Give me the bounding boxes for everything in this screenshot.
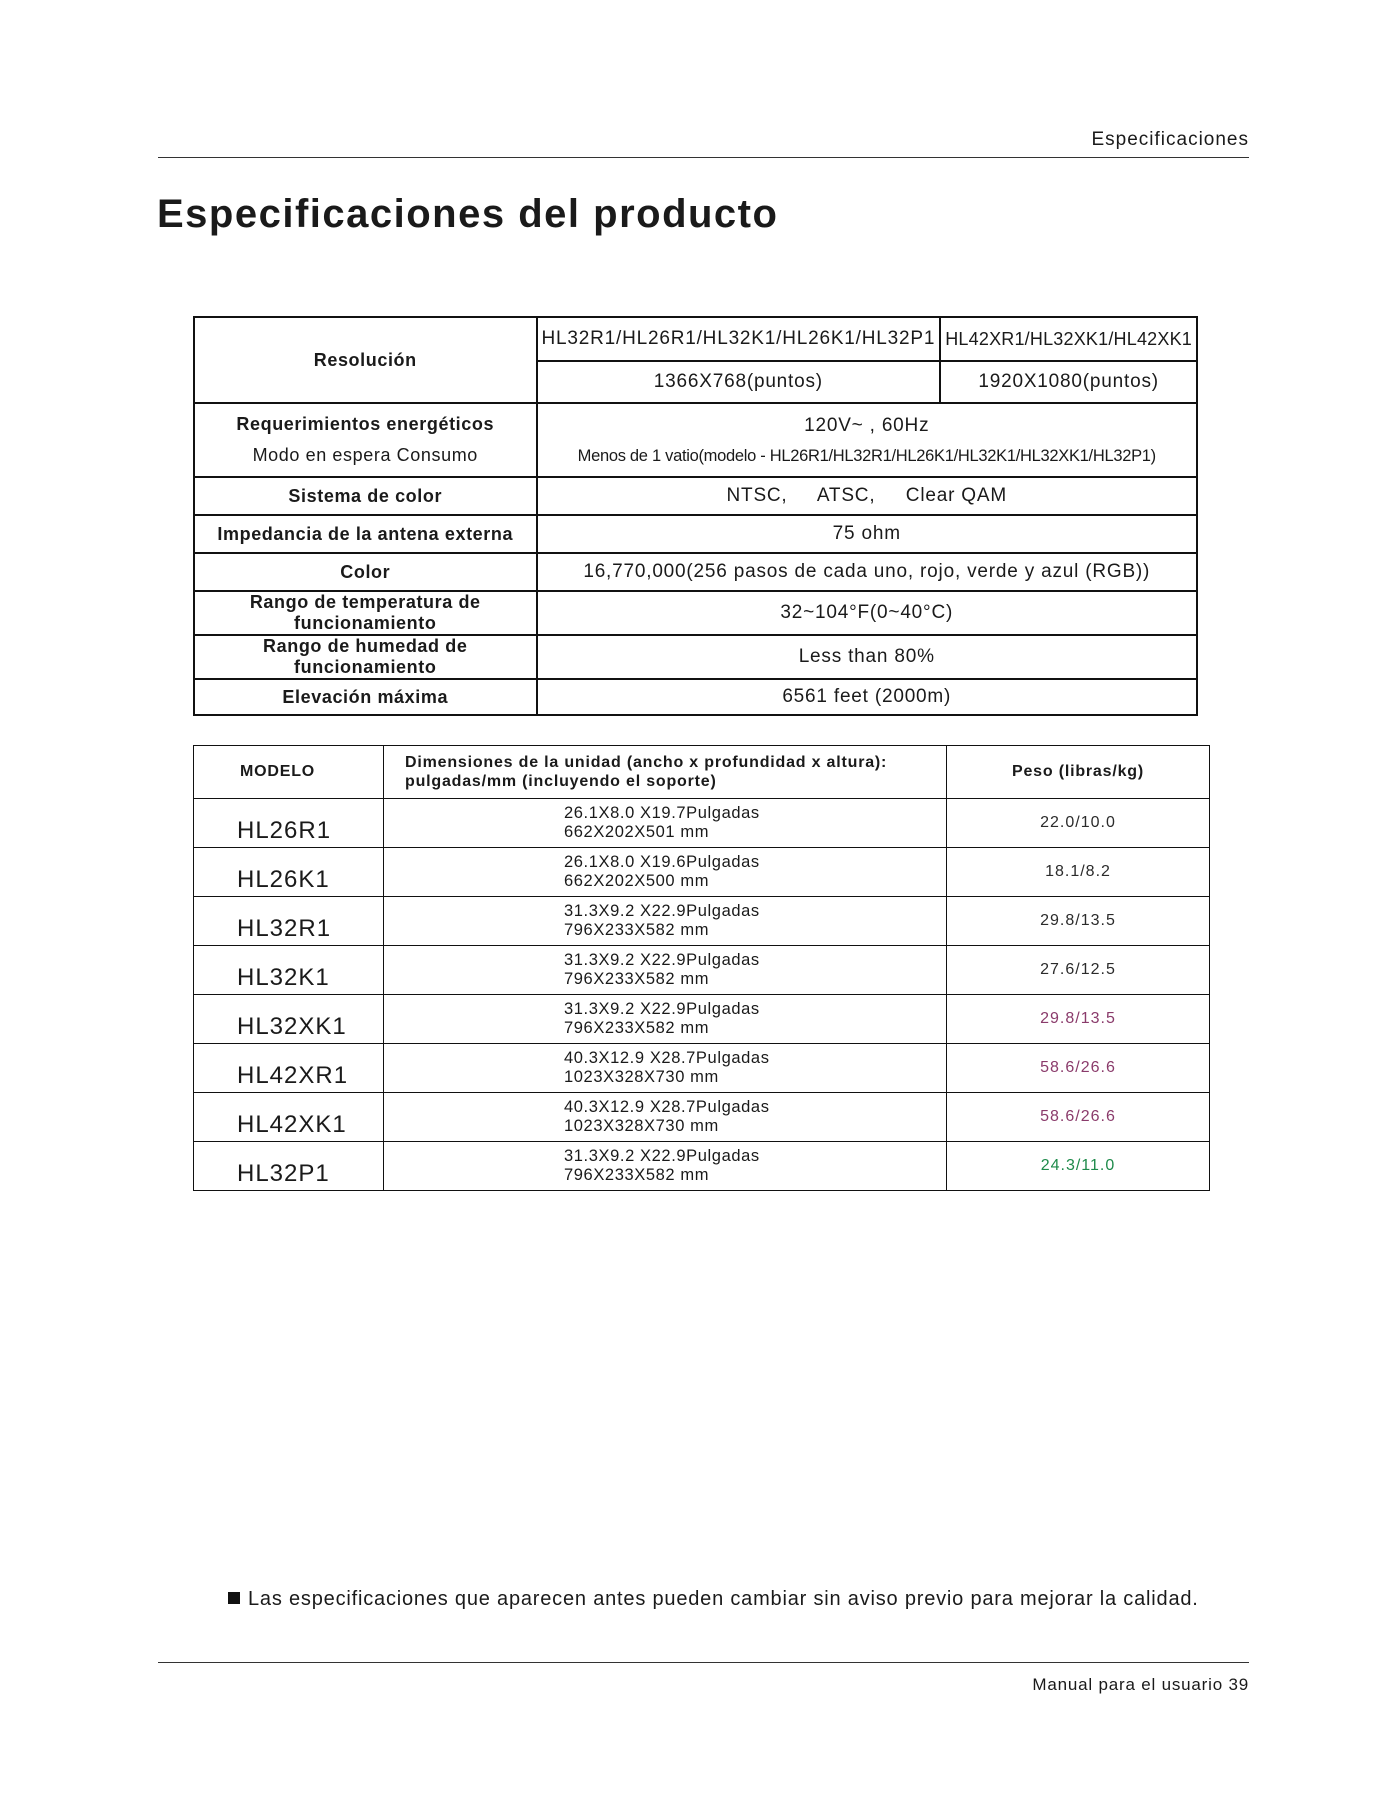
weight-value: 24.3/11.0	[947, 1142, 1210, 1191]
square-bullet-icon	[228, 1592, 240, 1604]
table-row	[194, 799, 1210, 848]
dimensions-inches: 26.1X8.0 X19.7Pulgadas	[564, 804, 760, 822]
dimensions-cell	[384, 848, 947, 897]
resolution-group-a-models: HL32R1/HL26R1/HL32K1/HL26K1/HL32P1	[537, 317, 941, 361]
model-name: HL32XK1	[194, 995, 384, 1044]
table-row	[194, 1044, 1210, 1093]
dimensions-inches: 31.3X9.2 X22.9Pulgadas	[564, 951, 760, 969]
weight-value: 29.8/13.5	[947, 995, 1210, 1044]
color-value: 16,770,000(256 pasos de cada uno, rojo, verde y azul (RGB))	[537, 553, 1198, 591]
antenna-value: 75 ohm	[537, 515, 1198, 553]
model-name: HL32R1	[194, 897, 384, 946]
table-row	[194, 848, 1210, 897]
dimensions-inches: 40.3X12.9 X28.7Pulgadas	[564, 1098, 770, 1116]
dimensions-inches: 31.3X9.2 X22.9Pulgadas	[564, 1147, 760, 1165]
elevation-label: Elevación máxima	[194, 679, 537, 715]
dimensions-cell	[384, 995, 947, 1044]
weight-value: 18.1/8.2	[947, 848, 1210, 897]
footer-divider	[158, 1662, 1249, 1663]
dimensions-header	[384, 746, 947, 799]
model-header: MODELO	[194, 746, 384, 799]
dimensions-mm: 796X233X582 mm	[564, 921, 710, 939]
resolution-group-a-value: 1366X768(puntos)	[537, 361, 941, 403]
model-name: HL42XR1	[194, 1044, 384, 1093]
spec-table	[193, 316, 1198, 716]
dimensions-mm: 796X233X582 mm	[564, 1166, 710, 1184]
power-value-cell	[537, 403, 1198, 477]
dimensions-cell	[384, 1142, 947, 1191]
header-divider	[158, 157, 1249, 158]
resolution-group-b-models: HL42XR1/HL32XK1/HL42XK1	[940, 317, 1197, 361]
page-title: Especificaciones del producto	[157, 192, 779, 236]
dimensions-cell	[384, 1044, 947, 1093]
color-label: Color	[194, 553, 537, 591]
dimensions-mm: 796X233X582 mm	[564, 970, 710, 988]
dimensions-table	[193, 745, 1210, 1191]
dimensions-inches: 31.3X9.2 X22.9Pulgadas	[564, 1000, 760, 1018]
dimensions-cell	[384, 799, 947, 848]
table-row	[194, 1142, 1210, 1191]
humidity-value: Less than 80%	[537, 635, 1198, 679]
disclaimer-text: Las especificaciones que aparecen antes pueden cambiar sin aviso previo para mejorar la calidad.	[248, 1588, 1199, 1610]
humidity-label: Rango de humedad de funcionamiento	[194, 635, 537, 679]
weight-value: 27.6/12.5	[947, 946, 1210, 995]
dimensions-inches: 26.1X8.0 X19.6Pulgadas	[564, 853, 760, 871]
table-row	[194, 946, 1210, 995]
dimensions-cell	[384, 897, 947, 946]
weight-value: 58.6/26.6	[947, 1093, 1210, 1142]
elevation-value: 6561 feet (2000m)	[537, 679, 1198, 715]
dimensions-mm: 796X233X582 mm	[564, 1019, 710, 1037]
power-label-cell	[194, 403, 537, 477]
model-name: HL32P1	[194, 1142, 384, 1191]
dimensions-mm: 1023X328X730 mm	[564, 1068, 719, 1086]
model-name: HL26R1	[194, 799, 384, 848]
dimensions-table-body	[194, 799, 1210, 1191]
color-system-value: NTSC, ATSC, Clear QAM	[537, 477, 1198, 515]
dimensions-mm: 662X202X500 mm	[564, 872, 710, 890]
antenna-label: Impedancia de la antena externa	[194, 515, 537, 553]
table-row	[194, 1093, 1210, 1142]
dimensions-cell	[384, 946, 947, 995]
model-name: HL26K1	[194, 848, 384, 897]
dimensions-mm: 662X202X501 mm	[564, 823, 710, 841]
disclaimer-note	[228, 1588, 1199, 1611]
weight-header: Peso (libras/kg)	[947, 746, 1210, 799]
standby-value: Menos de 1 vatio(modelo - HL26R1/HL32R1/HL26K1/HL32K1/HL32XK1/HL32P1)	[577, 446, 1156, 465]
resolution-label: Resolución	[194, 317, 537, 403]
weight-value: 22.0/10.0	[947, 799, 1210, 848]
footer-page-label: Manual para el usuario 39	[1032, 1675, 1249, 1694]
table-row	[194, 995, 1210, 1044]
power-value: 120V~ , 60Hz	[804, 414, 930, 436]
dimensions-header-line1: Dimensiones de la unidad (ancho x profundidad x altura):	[405, 754, 888, 771]
section-header: Especificaciones	[1091, 129, 1249, 150]
standby-label: Modo en espera Consumo	[252, 445, 478, 465]
dimensions-inches: 31.3X9.2 X22.9Pulgadas	[564, 902, 760, 920]
color-system-label: Sistema de color	[194, 477, 537, 515]
table-row	[194, 897, 1210, 946]
dimensions-header-line2: pulgadas/mm (incluyendo el soporte)	[405, 773, 717, 790]
temperature-label: Rango de temperatura de funcionamiento	[194, 591, 537, 635]
model-name: HL42XK1	[194, 1093, 384, 1142]
dimensions-cell	[384, 1093, 947, 1142]
weight-value: 29.8/13.5	[947, 897, 1210, 946]
dimensions-mm: 1023X328X730 mm	[564, 1117, 719, 1135]
weight-value: 58.6/26.6	[947, 1044, 1210, 1093]
temperature-value: 32~104°F(0~40°C)	[537, 591, 1198, 635]
dimensions-inches: 40.3X12.9 X28.7Pulgadas	[564, 1049, 770, 1067]
resolution-group-b-value: 1920X1080(puntos)	[940, 361, 1197, 403]
model-name: HL32K1	[194, 946, 384, 995]
power-label: Requerimientos energéticos	[236, 414, 495, 434]
